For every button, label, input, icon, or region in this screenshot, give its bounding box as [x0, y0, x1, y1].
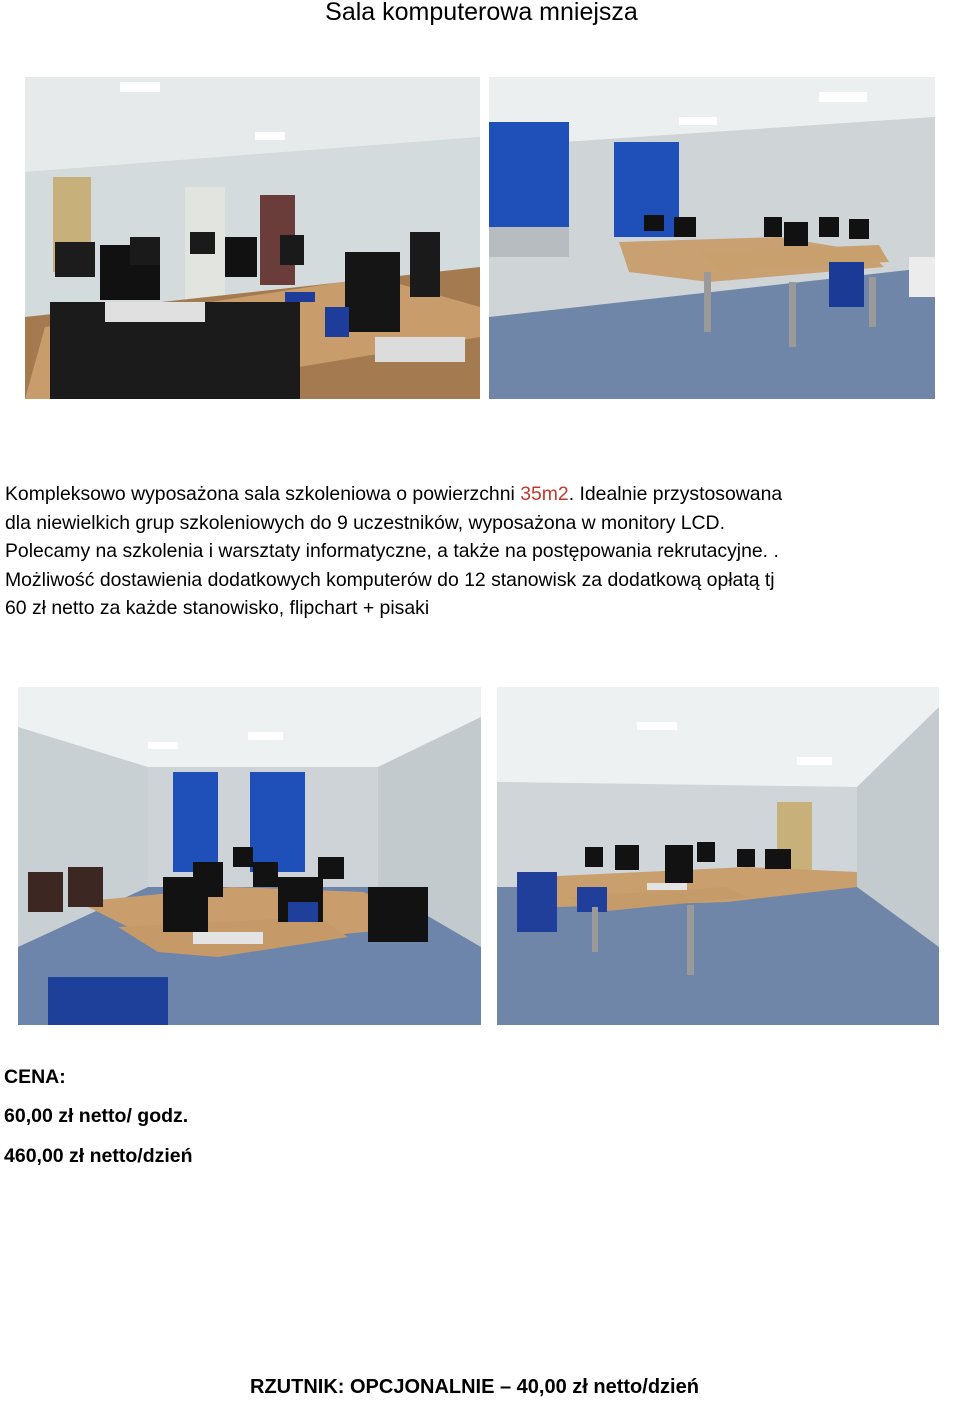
projector-option-note: RZUTNIK: OPCJONALNIE – 40,00 zł netto/dzień — [250, 1376, 699, 1398]
area-value: 35m2 — [520, 483, 569, 505]
description-line-4: Możliwość dostawienia dodatkowych komputerów do 12 stanowisk za dodatkową opłatą tj — [5, 568, 775, 591]
description-line-1-end: . Idealnie przystosowana — [568, 483, 783, 505]
page-title: Sala komputerowa mniejsza — [325, 0, 638, 26]
description-line-3: Polecamy na szkolenia i warsztaty informatyczne, a także na postępowania rekrutacyjne. . — [5, 540, 779, 562]
description-line-5: 60 zł netto za każde stanowisko, flipchart + pisaki — [5, 597, 430, 619]
description-line-1-start: Kompleksowo wyposażona sala szkoleniowa o powierzchni — [5, 483, 521, 505]
classroom-photo-2 — [489, 77, 935, 399]
classroom-photo-1 — [25, 77, 480, 399]
description-line-2: dla niewielkich grup szkoleniowych do 9 uczestników, wyposażona w monitory LCD. — [5, 511, 725, 534]
price-heading: CENA: — [4, 1066, 66, 1088]
room-description — [5, 480, 960, 623]
price-per-hour: 60,00 zł netto/ godz. — [4, 1105, 189, 1127]
classroom-photo-3 — [18, 687, 481, 1025]
classroom-photo-4 — [497, 687, 939, 1025]
price-per-day: 460,00 zł netto/dzień — [4, 1145, 193, 1167]
